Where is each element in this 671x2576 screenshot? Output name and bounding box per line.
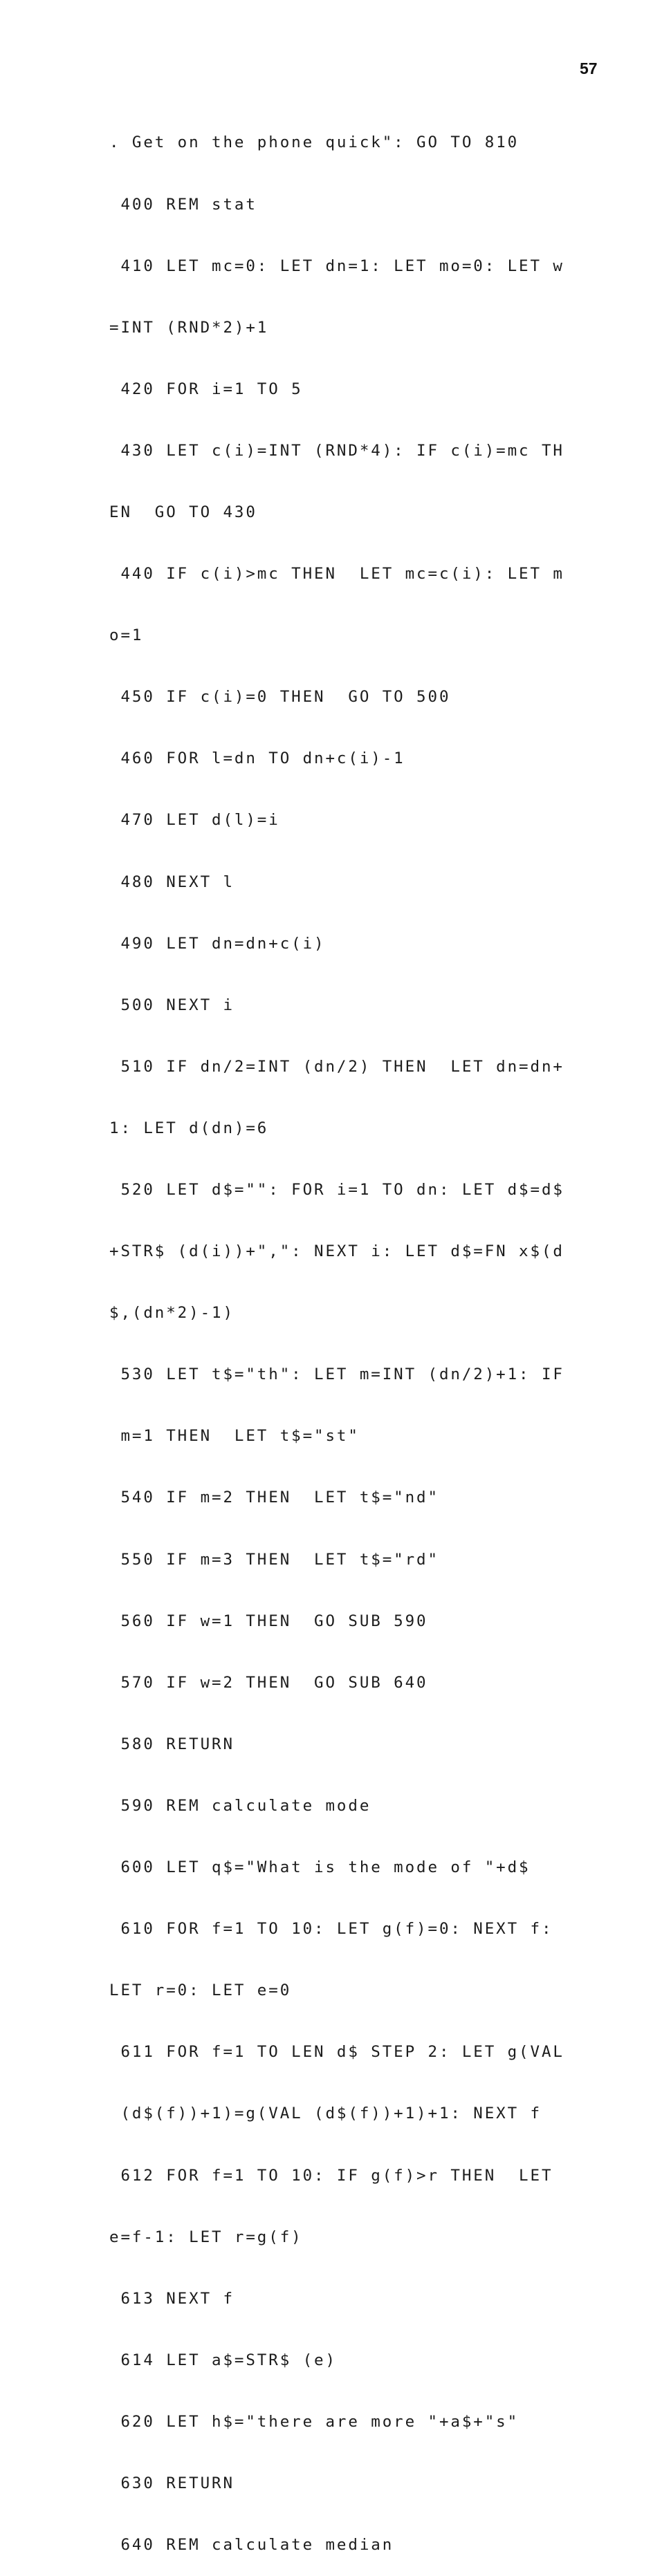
code-line: 400 REM stat — [109, 195, 257, 214]
code-line: (d$(f))+1)=g(VAL (d$(f))+1)+1: NEXT f — [109, 2104, 542, 2123]
code-line: EN GO TO 430 — [109, 503, 257, 521]
code-line: 520 LET d$="": FOR i=1 TO dn: LET d$=d$ — [109, 1181, 564, 1199]
code-line: 610 FOR f=1 TO 10: LET g(f)=0: NEXT f: — [109, 1920, 553, 1939]
code-line: 540 IF m=2 THEN LET t$="nd" — [109, 1488, 439, 1507]
code-line: 580 RETURN — [109, 1735, 235, 1753]
code-line: 440 IF c(i)>mc THEN LET mc=c(i): LET m — [109, 565, 564, 584]
code-line: 570 IF w=2 THEN GO SUB 640 — [109, 1673, 428, 1692]
code-line: 490 LET dn=dn+c(i) — [109, 934, 326, 953]
code-line: 430 LET c(i)=INT (RND*4): IF c(i)=mc TH — [109, 441, 564, 460]
code-line: 630 RETURN — [109, 2474, 235, 2492]
code-line: 470 LET d(l)=i — [109, 811, 280, 830]
code-line: 1: LET d(dn)=6 — [109, 1119, 269, 1137]
basic-program-listing — [109, 92, 621, 2576]
code-line: LET r=0: LET e=0 — [109, 1981, 292, 2000]
page-number: 57 — [580, 59, 598, 77]
code-line: =INT (RND*2)+1 — [109, 318, 269, 337]
code-line: m=1 THEN LET t$="st" — [109, 1427, 360, 1446]
code-line: 550 IF m=3 THEN LET t$="rd" — [109, 1550, 439, 1569]
code-line: 612 FOR f=1 TO 10: IF g(f)>r THEN LET — [109, 2166, 553, 2185]
code-line: 614 LET a$=STR$ (e) — [109, 2351, 337, 2369]
code-line: 420 FOR i=1 TO 5 — [109, 380, 303, 398]
code-line: 530 LET t$="th": LET m=INT (dn/2)+1: IF — [109, 1365, 564, 1384]
code-line: e=f-1: LET r=g(f) — [109, 2228, 303, 2246]
code-line: 480 NEXT l — [109, 872, 235, 891]
code-line: . Get on the phone quick": GO TO 810 — [109, 133, 520, 152]
code-line: 560 IF w=1 THEN GO SUB 590 — [109, 1612, 428, 1630]
code-line: $,(dn*2)-1) — [109, 1304, 235, 1323]
code-line: 620 LET h$="there are more "+a$+"s" — [109, 2412, 520, 2431]
code-line: 613 NEXT f — [109, 2289, 235, 2308]
code-line: 410 LET mc=0: LET dn=1: LET mo=0: LET w — [109, 256, 564, 275]
code-line: 600 LET q$="What is the mode of "+d$ — [109, 1858, 531, 1877]
code-line: 590 REM calculate mode — [109, 1796, 371, 1815]
code-line: 500 NEXT i — [109, 996, 235, 1014]
code-line: 460 FOR l=dn TO dn+c(i)-1 — [109, 749, 405, 768]
code-line: +STR$ (d(i))+",": NEXT i: LET d$=FN x$(d — [109, 1242, 564, 1261]
code-line: 640 REM calculate median — [109, 2536, 394, 2555]
code-line: 510 IF dn/2=INT (dn/2) THEN LET dn=dn+ — [109, 1057, 564, 1076]
code-line: 450 IF c(i)=0 THEN GO TO 500 — [109, 688, 451, 707]
code-line: 611 FOR f=1 TO LEN d$ STEP 2: LET g(VAL — [109, 2043, 564, 2062]
code-line: o=1 — [109, 626, 144, 645]
